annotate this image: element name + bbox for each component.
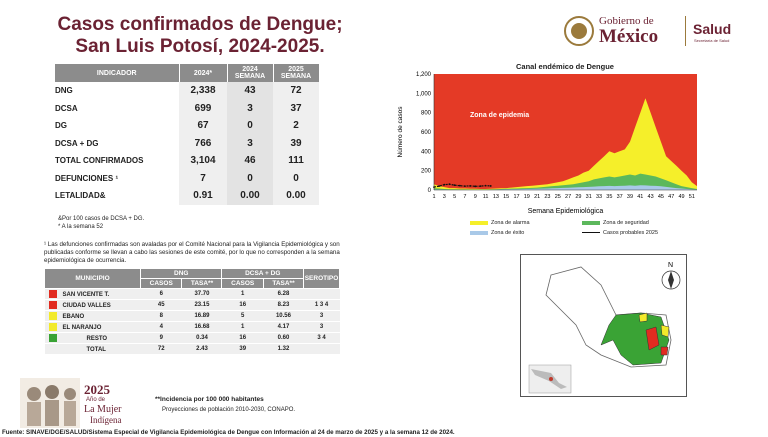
legend-label-probables: Casos probables 2025 [603,230,659,236]
probables-point [443,184,445,186]
summary-cell-s2024: 3 [227,100,273,118]
endemic-channel-chart [392,70,712,220]
municipio-row [45,333,340,344]
municipio-cell-serotipo: 3 4 [304,333,340,344]
header-dcsa-tasa: TASA** [263,279,303,289]
logo-secretaria-text: Secretaría de Salud [694,38,730,43]
summary-row [55,82,319,100]
x-tick-label: 19 [523,194,530,200]
summary-cell-s2024: 0.00 [227,187,273,205]
map-svg [521,255,688,398]
municipio-cell-dcsa_tasa: 0.60 [263,333,303,344]
x-tick-label: 13 [492,194,499,200]
gobierno-logo [563,14,743,48]
municipio-cell-dcsa_tasa: 8.23 [263,300,303,311]
summary-row [55,100,319,118]
summary-cell-s2025: 72 [273,82,319,100]
population-note: Proyecciones de población 2010-2030, CONAPO. [162,407,296,413]
x-tick-label: 7 [463,194,467,200]
header-indicador: INDICADOR [55,64,179,82]
summary-cell-s2025: 37 [273,100,319,118]
banner-line-1: Año de [86,397,106,403]
incidence-note: **Incidencia por 100 000 habitantes [155,396,264,403]
municipio-row [45,300,340,311]
legend-label-alarma: Zona de alarma [491,220,530,226]
x-tick-label: 25 [554,194,561,200]
probables-point [490,185,492,187]
header-dcsa: DCSA + DG [222,269,304,279]
municipio-name-cell [45,289,141,300]
logo-divider [685,16,686,46]
header-dng: DNG [141,269,222,279]
probables-point [485,185,487,187]
logo-salud-text: Salud [693,21,732,37]
probables-point [454,184,456,186]
x-tick-label: 15 [503,194,510,200]
region-ebano [661,325,669,337]
municipio-cell-dcsa_tasa: 4.17 [263,322,303,333]
risk-color-swatch [49,301,57,309]
x-tick-label: 27 [565,194,572,200]
probables-point [438,185,440,187]
legend-label-seguridad: Zona de seguridad [603,220,649,226]
legend-label-exito: Zona de éxito [491,230,525,236]
x-tick-label: 51 [688,194,695,200]
summary-cell-v2024: 0.91 [179,187,227,205]
banner-line-2: La Mujer [84,404,122,415]
risk-color-swatch [49,290,57,298]
municipio-cell-dng_casos: 8 [141,311,182,322]
region-sanvicente [661,347,668,355]
y-tick-label: 400 [420,149,431,156]
probables-point [464,185,466,187]
y-tick-label: 1,200 [415,72,431,78]
x-tick-label: 37 [616,194,623,200]
logo-gobierno-text: Gobierno de [599,15,654,27]
summary-row [55,187,319,205]
zona-epidemia-annotation: Zona de epidemia [470,112,530,119]
x-tick-label: 33 [595,194,603,200]
header-2024-semana: 2024 SEMANA [227,64,273,82]
summary-cell-s2025: 0.00 [273,187,319,205]
municipio-cell-dng_casos: 4 [141,322,182,333]
state-map [520,254,687,397]
table-notes [58,215,144,231]
chart-title: Canal endémico de Dengue [516,62,614,71]
header-municipio: MUNICIPIO [45,269,141,289]
summary-cell-s2024: 43 [227,82,273,100]
y-tick-label: 200 [420,168,431,175]
y-tick-label: 800 [420,110,431,117]
municipio-cell-serotipo: 3 [304,311,340,322]
x-tick-label: 21 [534,194,541,200]
probables-point [474,185,476,187]
legend-probables [582,230,658,236]
compass-needle-icon [668,271,674,289]
municipio-cell-serotipo: 1 3 4 [304,300,340,311]
summary-cell-v2024: 67 [179,117,227,135]
x-tick-label: 29 [575,194,582,200]
municipio-name-cell [45,311,141,322]
header-dng-casos: CASOS [141,279,182,289]
title-line-2: San Luis Potosí, 2024-2025. [75,36,325,57]
logo-mexico-text: México [599,26,659,47]
source-note: Fuente: SINAVE/DGE/SALUD/Sistema Especial de Vigilancia Epidemiológica de Dengue con Información al 24 de marzo de 2025 y a la semana 12 de 2024. [2,429,455,436]
summary-cell-s2025: 0 [273,170,319,188]
summary-cell-s2025: 111 [273,152,319,170]
municipio-cell-dcsa_tasa: 6.28 [263,289,303,300]
summary-cell-label: LETALIDAD& [55,191,106,201]
risk-color-swatch [49,323,57,331]
x-tick-label: 3 [442,194,446,200]
summary-cell-label: DCSA + DG [55,138,99,148]
summary-cell-label: DCSA [55,103,78,113]
municipio-cell-dng_tasa: 2.43 [182,344,222,355]
risk-color-swatch [49,312,57,320]
municipio-row [45,322,340,333]
summary-cell-label: TOTAL CONFIRMADOS [55,156,144,166]
summary-table [55,64,320,205]
summary-cell-v2024: 7 [179,170,227,188]
summary-row [55,117,319,135]
legend-swatch-probables [582,232,600,233]
summary-cell-s2025: 39 [273,135,319,153]
summary-row [55,170,319,188]
y-tick-label: 600 [420,130,431,136]
x-tick-label: 43 [647,194,654,200]
x-tick-label: 35 [606,194,613,200]
municipio-cell-dcsa_tasa: 1.32 [263,344,303,355]
title-line-1: Casos confirmados de Dengue; [57,14,343,35]
summary-cell-v2024: 2,338 [179,82,227,100]
municipio-cell-dcsa_casos: 39 [222,344,263,355]
municipio-name-cell [45,333,141,344]
defunciones-note: ¹ Las defunciones confirmadas son avaladas por el Comité Nacional para la Vigilancia Epidemiológica y son publicadas conforme se llevan a cabo las sesiones de este comité, por lo que no corresponden a la semana epidemiológica de ocurrencia. [44,241,340,264]
y-tick-label: 0 [427,188,431,194]
header-dcsa-casos: CASOS [222,279,263,289]
municipio-cell-dcsa_casos: 16 [222,300,263,311]
y-axis-label: Número de casos [397,106,404,158]
summary-cell-v2024: 699 [179,100,227,118]
legend-seguridad [582,220,649,226]
header-dng-tasa: TASA** [182,279,222,289]
banner-year: 2025 [84,382,110,397]
x-tick-label: 5 [453,194,457,200]
probables-point [480,185,482,187]
header-serotipo: SEROTIPO [304,269,340,289]
legend-exito [470,230,524,236]
x-tick-label: 49 [678,194,685,200]
municipio-cell-dcsa_casos: 1 [222,322,263,333]
municipio-row [45,289,340,300]
note-letalidad: &Por 100 casos de DCSA + DG. [58,216,145,222]
compass-north-label: N [668,262,674,269]
municipio-cell-dng_tasa: 16.89 [182,311,222,322]
municipio-name: CIUDAD VALLES [62,302,111,309]
municipio-cell-dcsa_casos: 5 [222,311,263,322]
municipio-cell-serotipo [304,289,340,300]
x-tick-label: 39 [626,194,634,200]
summary-cell-v2024: 3,104 [179,152,227,170]
x-tick-label: 31 [585,194,592,200]
x-tick-label: 9 [473,194,477,200]
municipio-cell-dcsa_tasa: 10.56 [263,311,303,322]
municipio-cell-dng_casos: 6 [141,289,182,300]
municipio-cell-dng_tasa: 16.68 [182,322,222,333]
municipio-name: RESTO [86,335,108,342]
header-2025-semana: 2025 SEMANA [273,64,319,82]
women-illustration-icon [20,378,80,428]
municipio-name-cell [45,322,141,333]
summary-cell-label: DNG [55,86,73,96]
summary-cell-s2024: 3 [227,135,273,153]
municipio-row [45,344,340,355]
municipio-cell-dng_casos: 9 [141,333,182,344]
summary-row [55,135,319,153]
municipio-cell-dng_casos: 45 [141,300,182,311]
summary-cell-v2024: 766 [179,135,227,153]
risk-color-swatch [49,345,57,353]
x-tick-label: 11 [482,194,489,200]
summary-cell-s2025: 2 [273,117,319,135]
municipio-cell-dng_tasa: 37.70 [182,289,222,300]
municipio-table [44,268,340,355]
summary-cell-s2024: 0 [227,170,273,188]
probables-point [469,185,471,187]
probables-point [449,183,451,185]
municipio-cell-serotipo: 3 [304,322,340,333]
municipio-cell-dng_casos: 72 [141,344,182,355]
municipio-cell-dng_tasa: 23.15 [182,300,222,311]
probables-point [459,185,461,187]
summary-cell-s2024: 46 [227,152,273,170]
x-tick-label: 23 [544,194,551,200]
municipio-row [45,311,340,322]
legend-alarma [470,220,530,226]
summary-row [55,152,319,170]
municipio-cell-dcsa_casos: 16 [222,333,263,344]
summary-cell-s2024: 0 [227,117,273,135]
page-title [30,14,370,58]
municipio-name: TOTAL [86,346,106,353]
summary-cell-label: DG [55,121,67,131]
header-2024: 2024* [179,64,227,82]
legend-swatch-exito [470,231,488,235]
municipio-name: EL NARANJO [62,324,102,331]
municipio-name-cell [45,344,141,355]
x-tick-label: 45 [657,194,664,200]
municipio-cell-dcsa_casos: 1 [222,289,263,300]
banner-2025 [20,378,150,428]
summary-cell-label: DEFUNCIONES ¹ [55,173,119,183]
x-tick-label: 17 [513,194,520,200]
municipio-name: SAN VICENTE T. [62,291,110,298]
slp-marker [549,377,553,381]
municipio-name-cell [45,300,141,311]
note-semana: * A la semana 52 [58,224,104,230]
x-tick-label: 47 [668,194,675,200]
x-axis-label: Semana Epidemiológica [527,208,604,215]
banner-line-3: Indígena [90,415,122,425]
municipio-name: EBANO [62,313,85,320]
municipio-cell-serotipo [304,344,340,355]
risk-color-swatch [49,334,57,342]
legend-swatch-seguridad [582,221,600,225]
legend-swatch-alarma [470,221,488,225]
x-tick-label: 41 [637,194,644,200]
y-tick-label: 1,000 [415,91,431,98]
x-tick-label: 1 [432,194,436,200]
municipio-cell-dng_tasa: 0.34 [182,333,222,344]
